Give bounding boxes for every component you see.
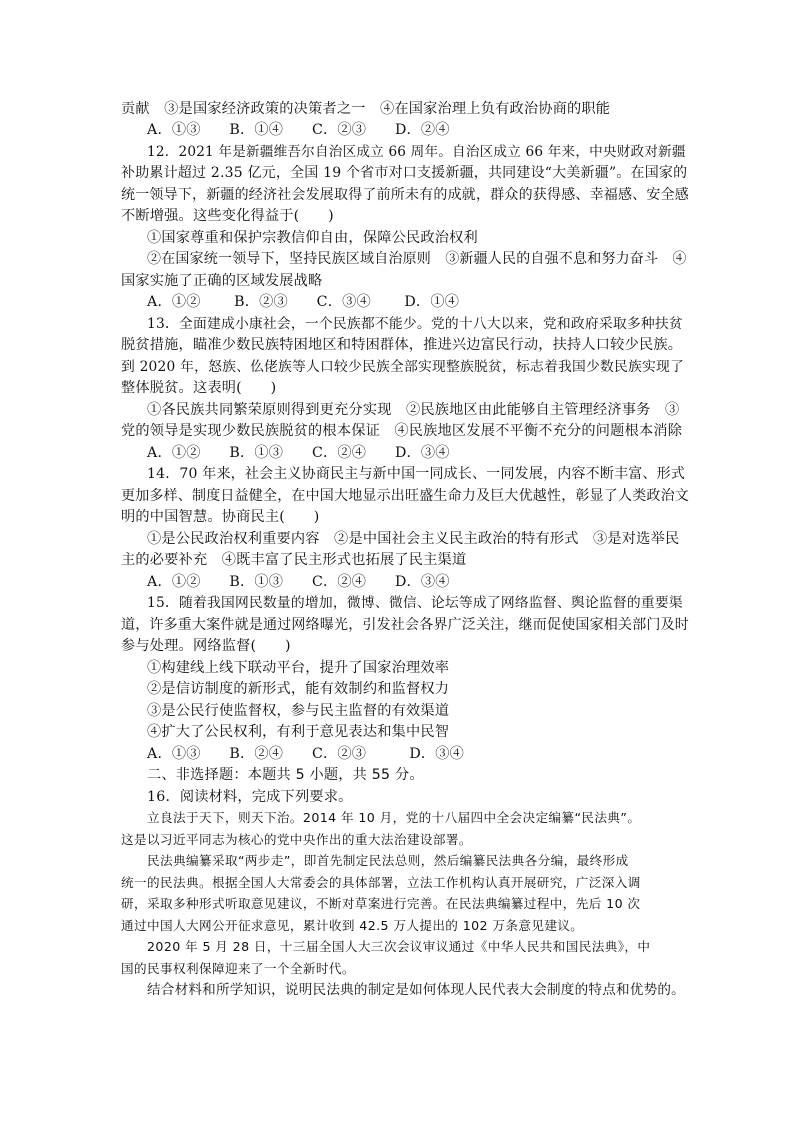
- q16-instruction: 16．阅读材料，完成下列要求。: [147, 789, 353, 805]
- q13-stem-4: 整体脱贫。这表明( ): [121, 380, 277, 396]
- q13-stem-2: 脱贫措施，瞄准少数民族特困地区和特困群体，推进兴边富民行动，扶持人口较少民族。: [121, 337, 683, 353]
- q14-stem-1: 14．70 年来，社会主义协商民主与新中国一同成长、一同发展，内容不断丰富、形式: [147, 466, 686, 482]
- q16-material-4: 统一的民法典。根据全国人大常委会的具体部署，立法工作机构认真开展研究，广泛深入调: [121, 875, 641, 890]
- q12-option-2: ②在国家统一领导下，坚持民族区域自治原则 ③新疆人民的自强不息和努力奋斗 ④: [147, 251, 687, 267]
- q15-option-3: ③是公民行使监督权，参与民主监督的有效渠道: [147, 703, 450, 719]
- q15-answers: A．①③ B．②④ C．②③ D．③④: [147, 746, 465, 762]
- q13-option-2: 党的领导是实现少数民族脱贫的根本保证 ④民族地区发展不平衡不充分的问题根本消除: [121, 423, 683, 439]
- q12-stem-2: 补助累计超过 2.35 亿元，全国 19 个省市对口支援新疆，共同建设“大美新疆”。在国家的: [121, 165, 688, 181]
- q14-stem-3: 明的中国智慧。协商民主( ): [121, 509, 320, 525]
- q12-option-1: ①国家尊重和保护宗教信仰自由，保障公民政治权利: [147, 230, 478, 246]
- q12-option-3: 国家实施了正确的区域发展战略: [121, 273, 323, 289]
- q11-answers: A．①③ B．①④ C．②③ D．②④: [147, 122, 450, 138]
- q13-option-1: ①各民族共同繁荣原则得到更充分实现 ②民族地区由此能够自主管理经济事务 ③: [147, 402, 680, 418]
- q15-stem-3: 参与处理。网络监督( ): [121, 638, 291, 654]
- q15-option-4: ④扩大了公民权利，有利于意见表达和集中民智: [147, 724, 450, 740]
- q16-material-8: 国的民事权利保障迎来了一个全新时代。: [121, 961, 355, 976]
- q15-stem-1: 15．随着我国网民数量的增加，微博、微信、论坛等成了网络监督、舆论监督的重要渠: [147, 595, 683, 611]
- q12-stem-4: 不断增强。这些变化得益于( ): [121, 208, 334, 224]
- q16-material-6: 通过中国人大网公开征求意见，累计收到 42.5 万人提出的 102 万条意见建议。: [121, 918, 584, 933]
- q11-options-cont: 贡献 ③是国家经济政策的决策者之一 ④在国家治理上负有政治协商的职能: [121, 101, 611, 117]
- q15-option-2: ②是信访制度的新形式，能有效制约和监督权力: [147, 681, 450, 697]
- q14-option-2: 主的必要补充 ④既丰富了民主形式也拓展了民主渠道: [121, 552, 467, 568]
- q13-stem-1: 13．全面建成小康社会，一个民族都不能少。党的十八大以来，党和政府采取多种扶贫: [147, 316, 683, 332]
- q16-material-3: 民法典编纂采取“两步走”，即首先制定民法总则，然后编纂民法典各分编，最终形成: [147, 853, 629, 868]
- q15-stem-2: 道，许多重大案件就是通过网络曝光，引发社会各界广泛关注，继而促使国家相关部门及时: [121, 617, 689, 633]
- q16-material-2: 这是以习近平同志为核心的党中央作出的重大法治建设部署。: [121, 832, 472, 847]
- q13-answers: A．①② B．①③ C．②④ D．③④: [147, 445, 450, 461]
- q14-answers: A．①② B．①③ C．②④ D．③④: [147, 574, 450, 590]
- q15-option-1: ①构建线上线下联动平台，提升了国家治理效率: [147, 660, 450, 676]
- q12-stem-3: 统一领导下，新疆的经济社会发展取得了前所未有的成就，群众的获得感、幸福感、安全感: [121, 187, 689, 203]
- q16-question: 结合材料和所学知识，说明民法典的制定是如何体现人民代表大会制度的特点和优势的。: [147, 982, 685, 998]
- q14-stem-2: 更加多样、制度日益健全，在中国大地显示出旺盛生命力及巨大优越性，彰显了人类政治文: [121, 488, 689, 504]
- q16-material-7: 2020 年 5 月 28 日，十三届全国人大三次会议审议通过《中华人民共和国民法典》，中: [147, 939, 651, 954]
- q12-answers: A．①② B．②③ C．③④ D．①④: [147, 294, 460, 310]
- q16-material-5: 研，采取多种形式听取意见建议，不断对草案进行完善。在民法典编纂过程中，先后 10 次: [121, 896, 641, 911]
- q14-option-1: ①是公民政治权利重要内容 ②是中国社会主义民主政治的特有形式 ③是对选举民: [147, 531, 680, 547]
- q16-material-1: 立良法于天下，则天下治。2014 年 10 月，党的十八届四中全会决定编纂“民法典”。: [147, 810, 641, 825]
- section-heading-non-choice: 二、非选择题：本题共 5 小题，共 55 分。: [147, 767, 424, 783]
- q12-stem-1: 12．2021 年是新疆维吾尔自治区成立 66 周年。自治区成立 66 年来，中央财政对新疆: [147, 144, 686, 160]
- q13-stem-3: 到 2020 年，怒族、仫佬族等人口较少民族全部实现整族脱贫，标志着我国少数民族实现了: [121, 359, 684, 375]
